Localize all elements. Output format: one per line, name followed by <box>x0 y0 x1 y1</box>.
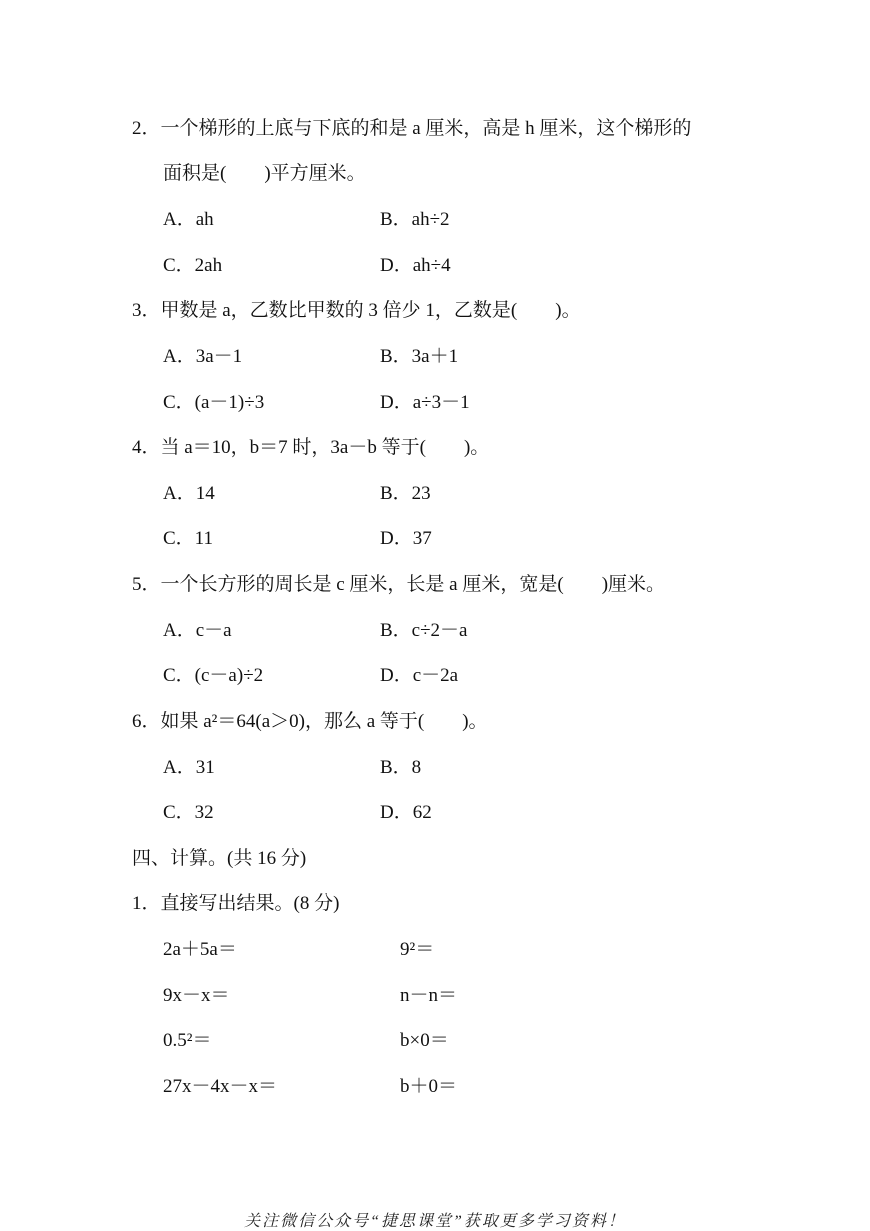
question-4-option-d: D．37 <box>380 528 432 549</box>
calc-item: 9x－x＝ <box>163 985 230 1006</box>
question-2-option-a: A．ah <box>163 209 214 230</box>
question-5-option-d: D．c－2a <box>380 665 459 686</box>
question-4-option-c: C．11 <box>163 528 213 549</box>
question-2-text: 2．一个梯形的上底与下底的和是 a 厘米，高是 h 厘米，这个梯形的 <box>132 118 692 139</box>
question-3-option-a: A．3a－1 <box>163 346 243 367</box>
question-2-text-cont: 面积是( )平方厘米。 <box>163 163 366 184</box>
question-2-option-b: B．ah÷2 <box>380 209 450 230</box>
question-5-text: 5．一个长方形的周长是 c 厘米，长是 a 厘米，宽是( )厘米。 <box>132 574 666 595</box>
calc-item: 2a＋5a＝ <box>163 939 237 960</box>
question-6-option-c: C．32 <box>163 802 214 823</box>
calc-item: b×0＝ <box>400 1030 449 1051</box>
question-6-option-d: D．62 <box>380 802 432 823</box>
question-2-option-d: D．ah÷4 <box>380 255 451 276</box>
question-3-option-c: C．(a－1)÷3 <box>163 392 265 413</box>
question-6-option-b: B．8 <box>380 757 422 778</box>
calc-item: 9²＝ <box>400 939 435 960</box>
question-4-option-a: A．14 <box>163 483 215 504</box>
question-3-text: 3．甲数是 a，乙数比甲数的 3 倍少 1，乙数是( )。 <box>132 300 581 321</box>
calc-item: n－n＝ <box>400 985 458 1006</box>
question-6-option-a: A．31 <box>163 757 215 778</box>
question-2-option-c: C．2ah <box>163 255 223 276</box>
calc-item: 27x－4x－x＝ <box>163 1076 278 1097</box>
question-3-option-b: B．3a＋1 <box>380 346 459 367</box>
question-4-option-b: B．23 <box>380 483 431 504</box>
subsection-heading: 1．直接写出结果。(8 分) <box>132 893 340 914</box>
calc-item: 0.5²＝ <box>163 1030 212 1051</box>
section-heading: 四、计算。(共 16 分) <box>132 848 307 869</box>
question-5-option-a: A．c－a <box>163 620 232 641</box>
question-3-option-d: D．a÷3－1 <box>380 392 470 413</box>
footer-note: 关注微信公众号“捷思课堂”获取更多学习资料！ <box>244 1213 626 1230</box>
calc-item: b＋0＝ <box>400 1076 458 1097</box>
question-4-text: 4．当 a＝10，b＝7 时，3a－b 等于( )。 <box>132 437 490 458</box>
question-5-option-c: C．(c－a)÷2 <box>163 665 264 686</box>
question-6-text: 6．如果 a²＝64(a＞0)，那么 a 等于( )。 <box>132 711 488 732</box>
question-5-option-b: B．c÷2－a <box>380 620 468 641</box>
